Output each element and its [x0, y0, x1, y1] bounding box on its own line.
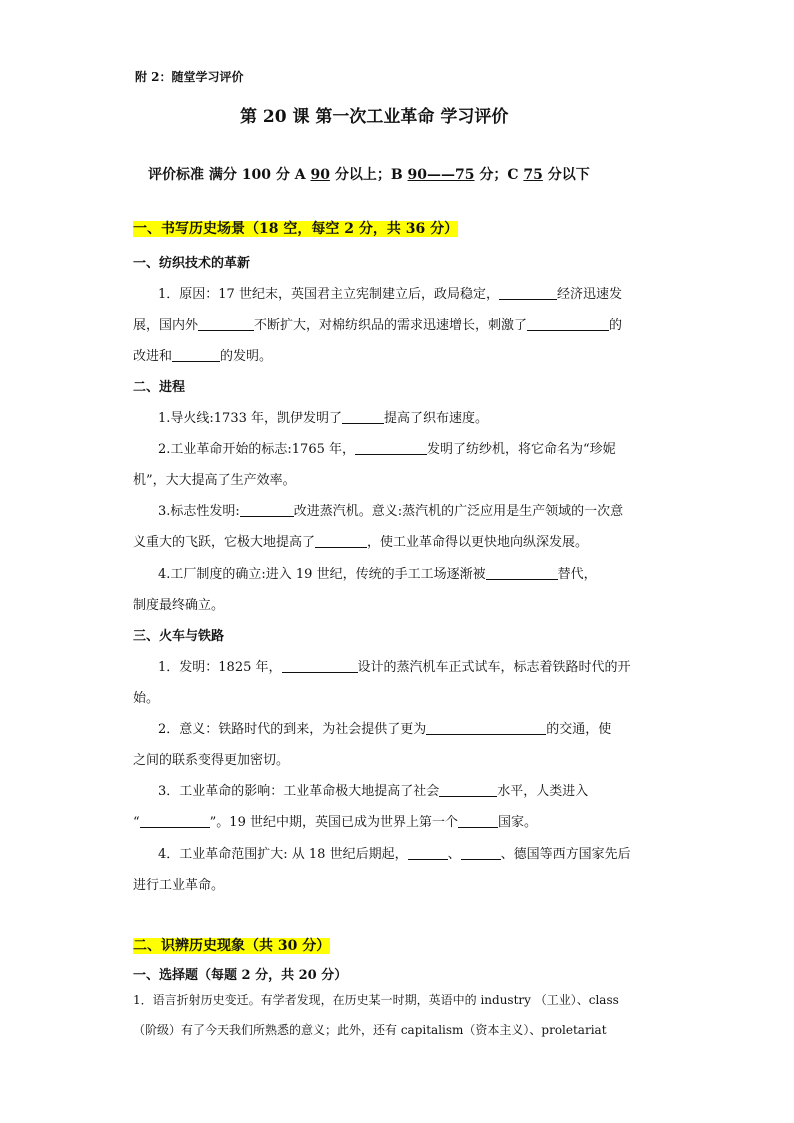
paragraph-steam-engine: 3.标志性发明: 改进蒸汽机。意义:蒸汽机的广泛应用是生产领域的一次意	[158, 504, 624, 519]
paragraph-expansion-line2: 进行工业革命。	[133, 878, 225, 893]
answer-blank[interactable]	[408, 845, 448, 860]
answer-blank[interactable]	[172, 347, 220, 362]
paragraph-significance-line2: 之间的联系变得更加密切。	[133, 753, 290, 768]
subheading-railway: 三、火车与铁路	[133, 629, 225, 644]
answer-blank[interactable]	[486, 565, 558, 580]
subheading-textile: 一、纺织技术的革新	[133, 256, 251, 271]
paragraph-expansion: 4．工业革命范围扩大: 从 18 世纪后期起， 、 、德国等西方国家先后	[158, 847, 631, 862]
question-1-line1: 1．语言折射历史变迁。有学者发现，在历史某一时期，英语中的 industry （工业）、class	[133, 993, 619, 1007]
answer-blank[interactable]	[315, 533, 367, 548]
answer-blank[interactable]	[426, 720, 546, 735]
answer-blank[interactable]	[499, 285, 557, 300]
section1-heading: 一、书写历史场景（18 空，每空 2 分，共 36 分）	[133, 221, 459, 237]
answer-blank[interactable]	[355, 440, 427, 455]
answer-blank[interactable]	[282, 658, 358, 673]
paragraph-factory: 4.工厂制度的确立:进入 19 世纪，传统的手工工场逐渐被 替代，	[158, 567, 597, 582]
paragraph-reason-line3: 改进和 的发明。	[133, 349, 273, 364]
page-title: 第 20 课 第一次工业革命 学习评价	[240, 107, 509, 127]
paragraph-impact: 3．工业革命的影响：工业革命极大地提高了社会 水平，人类进入	[158, 784, 589, 799]
paragraph-reason-line2: 展，国内外 不断扩大，对棉纺织品的需求迅速增长，刺激了 的	[133, 318, 623, 333]
paragraph-start-sign: 2.工业革命开始的标志:1765 年， 发明了纺纱机，将它命名为“珍妮	[158, 442, 616, 457]
subheading-multiple-choice: 一、选择题（每题 2 分，共 20 分）	[133, 968, 348, 983]
paragraph-reason: 1．原因：17 世纪末，英国君主立宪制建立后，政局稳定， 经济迅速发	[158, 287, 622, 302]
answer-blank[interactable]	[461, 845, 501, 860]
appendix-label: 附 2：随堂学习评价	[135, 70, 244, 84]
subheading-process: 二、进程	[133, 380, 186, 395]
paragraph-start-sign-line2: 机”，大大提高了生产效率。	[133, 473, 296, 488]
answer-blank[interactable]	[140, 813, 210, 828]
answer-blank[interactable]	[240, 502, 294, 517]
answer-blank[interactable]	[342, 409, 384, 424]
answer-blank[interactable]	[198, 316, 254, 331]
question-1-line2: （阶级）有了今天我们所熟悉的意义；此外，还有 capitalism（资本主义）、proletariat	[133, 1023, 607, 1037]
answer-blank[interactable]	[527, 316, 609, 331]
paragraph-invention: 1．发明：1825 年， 设计的蒸汽机车正式试车，标志着铁路时代的开	[158, 660, 631, 675]
answer-blank[interactable]	[439, 782, 497, 797]
paragraph-invention-line2: 始。	[133, 691, 160, 706]
paragraph-steam-engine-line2: 义重大的飞跃，它极大地提高了 ，使工业革命得以更快地向纵深发展。	[133, 535, 589, 550]
evaluation-criteria: 评价标准 满分 100 分 A 90 分以上；B 90——75 分；C 75 分以下	[148, 167, 590, 183]
paragraph-factory-line2: 制度最终确立。	[133, 598, 225, 613]
paragraph-fuse: 1.导火线:1733 年，凯伊发明了 提高了织布速度。	[158, 411, 489, 426]
section2-heading: 二、识辨历史现象（共 30 分）	[133, 938, 331, 954]
answer-blank[interactable]	[458, 813, 498, 828]
paragraph-impact-line2: “ ”。19 世纪中期，英国已成为世界上第一个 国家。	[133, 815, 537, 830]
paragraph-significance: 2．意义：铁路时代的到来，为社会提供了更为 的交通，使	[158, 722, 612, 737]
